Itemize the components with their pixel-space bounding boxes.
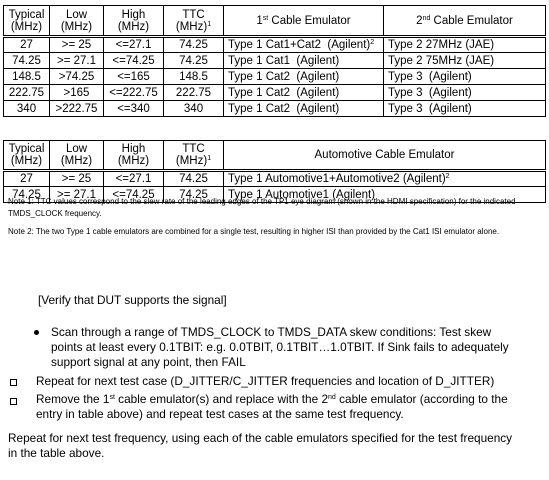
header-emulator-1-sup: st (262, 14, 269, 22)
remove-mid: cable emulator(s) and replace with the 2 (114, 392, 329, 406)
table-row (4, 171, 546, 187)
remove-sup-2: nd (328, 394, 336, 401)
cell-emulator-2: Type 2 27MHz (JAE) (384, 37, 546, 53)
cell-low: >165 (50, 85, 104, 101)
header-emulator-2 (384, 6, 546, 37)
header-emulator-2-sup: nd (422, 14, 431, 22)
header-ttc-label: TTC (MHz) (175, 143, 208, 167)
table-row (4, 85, 546, 101)
cell-ttc: 74.25 (164, 53, 224, 69)
cell-low: >= 25 (50, 37, 104, 53)
cell-ttc: 222.75 (164, 85, 224, 101)
cell-emulator-2: Type 2 75MHz (JAE) (384, 53, 546, 69)
cell-typical: 222.75 (4, 85, 50, 101)
cell-automotive-emulator (224, 171, 546, 187)
note-1: Note 1: TTC values correspond to the slew rate of the leading edges of the TP1 eye diagram (shown in the HDMI specification) for the indicated TMDS_CLOCK frequency. (8, 197, 516, 218)
cell-high: <=27.1 (104, 37, 164, 53)
cell-emulator-1-sup: 2 (370, 39, 375, 46)
cell-low: >= 27.1 (50, 53, 104, 69)
cell-typical: 27 (4, 171, 50, 187)
cell-emulator-1: Type 1 Cat2 (Agilent) (224, 85, 384, 101)
cell-automotive-emulator-sup: 2 (445, 173, 450, 180)
cell-high: <=27.1 (104, 171, 164, 187)
cell-high: <=222.75 (104, 85, 164, 101)
cell-low: >= 27.1 (50, 187, 104, 203)
cell-typical: 340 (4, 101, 50, 117)
header-high: High (MHz) (104, 6, 164, 37)
cell-emulator-2: Type 3 (Agilent) (384, 101, 546, 117)
cell-ttc: 74.25 (164, 171, 224, 187)
remove-sup-1: st (109, 394, 115, 401)
cell-low: >= 25 (50, 171, 104, 187)
cable-emulator-table (3, 5, 546, 117)
repeat-frequency-step: Repeat for next test frequency, using each of the cable emulators specified for the test frequency in the table above. (8, 431, 513, 460)
remove-emulator-step (36, 392, 528, 422)
table-header-row (4, 141, 546, 171)
header-ttc-sup: 1 (207, 20, 212, 28)
repeat-case-step: Repeat for next test case (D_JITTER/C_JITTER frequencies and location of D_JITTER) (36, 374, 495, 388)
table-row (4, 101, 546, 117)
header-typical: Typical (MHz) (4, 141, 50, 171)
header-low: Low (MHz) (50, 6, 104, 37)
cell-emulator-2: Type 3 (Agilent) (384, 69, 546, 85)
bullet-icon (34, 330, 39, 335)
cell-ttc: 74.25 (164, 37, 224, 53)
cell-ttc: 148.5 (164, 69, 224, 85)
cell-high: <=74.25 (104, 187, 164, 203)
remove-post: cable emulator (according to the entry in table above) and repeat test cases at the same test frequency. (36, 392, 508, 421)
checkbox-square-icon (10, 398, 17, 405)
remove-pre: Remove the 1 (36, 392, 110, 406)
note-2: Note 2: The two Type 1 cable emulators are combined for a single test, resulting in higher ISI than provided by the Cat1 ISI emulator alone. (8, 227, 500, 236)
cell-automotive-emulator: Type 1 Automotive1 (Agilent) (224, 187, 546, 203)
cell-low: >222.75 (50, 101, 104, 117)
header-ttc (164, 141, 224, 171)
table-header-row (4, 6, 546, 37)
cell-typical: 74.25 (4, 53, 50, 69)
cell-high: <=340 (104, 101, 164, 117)
verify-step: [Verify that DUT supports the signal] (38, 293, 227, 307)
cell-typical: 148.5 (4, 69, 50, 85)
cell-high: <=165 (104, 69, 164, 85)
checkbox-square-icon (10, 379, 17, 386)
cell-emulator-1: Type 1 Cat2 (Agilent) (224, 101, 384, 117)
table-row (4, 53, 546, 69)
header-automotive-emulator: Automotive Cable Emulator (224, 141, 546, 171)
table-row (4, 37, 546, 53)
cell-ttc: 340 (164, 101, 224, 117)
header-ttc (164, 6, 224, 37)
cell-emulator-1-text: Type 1 Cat1+Cat2 (Agilent) (228, 39, 371, 51)
cell-emulator-1: Type 1 Cat2 (Agilent) (224, 69, 384, 85)
automotive-emulator-table (3, 140, 546, 203)
header-ttc-label: TTC (MHz) (175, 8, 208, 33)
cell-typical: 74.25 (4, 187, 50, 203)
header-emulator-1-num: 1 (256, 14, 263, 27)
header-emulator-2-rest: Cable Emulator (430, 14, 513, 27)
scan-step: Scan through a range of TMDS_CLOCK to TMDS_DATA skew conditions: Test skew points at least every 0.1TBIT: e.g. 0.0TBIT, 0.1TBIT…1.0TBIT. If Sink fails to adequately support signal at any point, then FAIL (51, 325, 509, 369)
header-high: High (MHz) (104, 141, 164, 171)
cell-typical: 27 (4, 37, 50, 53)
header-emulator-2-num: 2 (416, 14, 423, 27)
cell-high: <=74.25 (104, 53, 164, 69)
header-typical: Typical (MHz) (4, 6, 50, 37)
cell-emulator-1 (224, 37, 384, 53)
cell-ttc: 74.25 (164, 187, 224, 203)
header-ttc-sup: 1 (207, 155, 212, 162)
header-emulator-1-rest: Cable Emulator (268, 14, 351, 27)
header-emulator-1 (224, 6, 384, 37)
header-low: Low (MHz) (50, 141, 104, 171)
cell-automotive-emulator-text: Type 1 Automotive1+Automotive2 (Agilent) (228, 173, 446, 185)
table-row (4, 69, 546, 85)
cell-emulator-1: Type 1 Cat1 (Agilent) (224, 53, 384, 69)
cell-low: >74.25 (50, 69, 104, 85)
cell-emulator-2: Type 3 (Agilent) (384, 85, 546, 101)
